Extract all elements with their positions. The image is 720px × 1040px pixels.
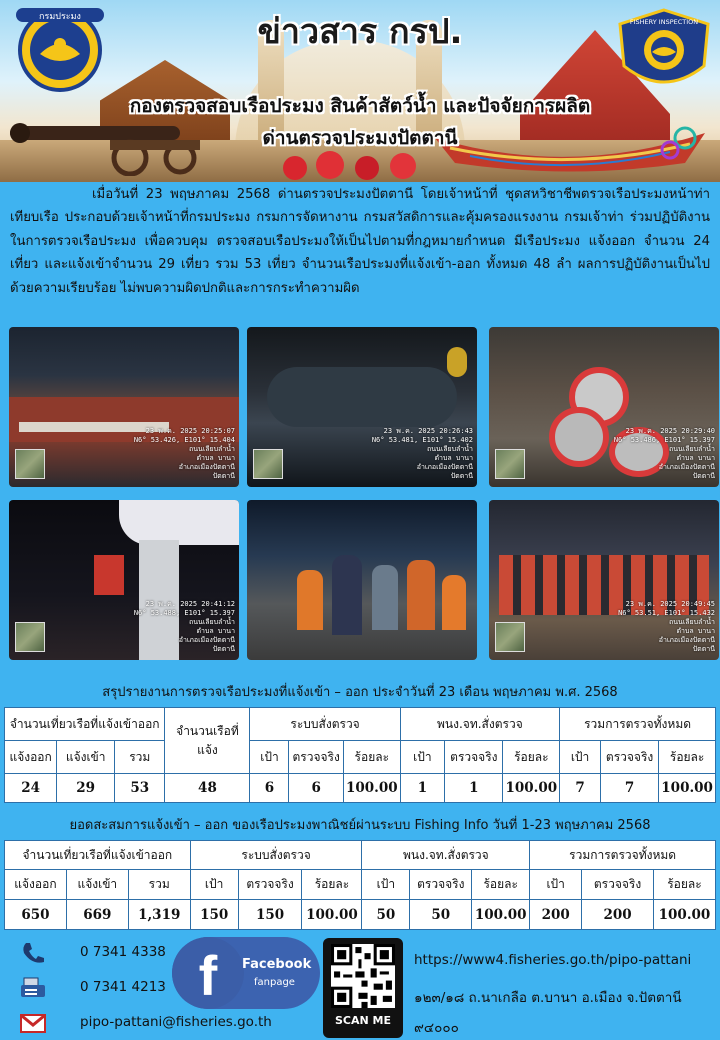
- value-sum: 1,319: [128, 900, 190, 930]
- phone-icon: [20, 941, 46, 965]
- header-banner: [0, 0, 720, 182]
- flowers-decoration: [275, 150, 425, 180]
- subheader-percent: ร้อยละ: [653, 870, 715, 900]
- header-officer-order: พนง.จท.สั่งตรวจ: [400, 708, 560, 741]
- value-in: 29: [57, 774, 115, 803]
- header-trips: จำนวนเที่ยวเรือที่แจ้งเข้าออก: [5, 841, 191, 870]
- location-map-thumbnail: [495, 449, 525, 479]
- value-system-percent: 100.00: [302, 900, 362, 930]
- red-device-shape: [94, 555, 124, 595]
- email-address[interactable]: pipo-pattani@fisheries.go.th: [80, 1014, 272, 1030]
- office-address: ๑๒๓/๑๘ ถ.นาเกลือ ต.บานา อ.เมือง จ.ปัตตานี ๙๔๐๐๐: [414, 990, 682, 1036]
- header-boats: จำนวนเรือที่แจ้ง: [165, 708, 250, 774]
- inspection-photo-6: [489, 500, 719, 660]
- value-system-actual: 6: [289, 774, 344, 803]
- inspection-photo-1: [9, 327, 239, 487]
- person-shape: [332, 555, 362, 635]
- subheader-percent: ร้อยละ: [659, 741, 716, 774]
- fanpage-label: fanpage: [254, 977, 295, 988]
- value-total-target: 200: [530, 900, 582, 930]
- fishing-net-shape: [267, 367, 457, 427]
- cumulative-summary-table: [4, 840, 716, 930]
- qr-code-icon: [331, 944, 395, 1008]
- subheader-percent: ร้อยละ: [343, 741, 400, 774]
- value-total-actual: 200: [582, 900, 654, 930]
- header-trips: จำนวนเที่ยวเรือที่แจ้งเข้าออก: [5, 708, 165, 741]
- value-out: 650: [5, 900, 67, 930]
- subheader-sum: รวม: [128, 870, 190, 900]
- subheader-percent: ร้อยละ: [503, 741, 560, 774]
- inspection-photo-3: [489, 327, 719, 487]
- photo-timestamp: 23 พ.ค. 2025 20:49:45 N6° 53.51, E101° 15.432 ถนนเลียบลำน้ำ ตำบล บานา อำเภอเมืองปัตตานี ปัตตานี: [618, 600, 715, 653]
- subheader-target: เป้า: [250, 741, 289, 774]
- value-total-target: 7: [560, 774, 601, 803]
- equipment-shape: [119, 500, 239, 545]
- location-map-thumbnail: [253, 449, 283, 479]
- subheader-target: เป้า: [530, 870, 582, 900]
- table-row: [5, 774, 716, 803]
- svg-text:FISHERY INSPECTION: FISHERY INSPECTION: [629, 18, 699, 26]
- photo-timestamp: 23 พ.ค. 2025 20:41:12 N6° 53.488, E101° 15.397 ถนนเลียบลำน้ำ ตำบล บานา อำเภอเมืองปัตตานี ปัตตานี: [133, 600, 235, 653]
- phone-number-1[interactable]: 0 7341 4338: [80, 944, 166, 960]
- cumulative-summary-caption: ยอดสะสมการแจ้งเข้า – ออก ของเรือประมงพาณิชย์ผ่านระบบ Fishing Info วันที่ 1-23 พฤษภาคม 2568: [69, 818, 651, 833]
- location-map-thumbnail: [495, 622, 525, 652]
- value-officer-percent: 100.00: [503, 774, 560, 803]
- qr-code-panel[interactable]: [323, 938, 403, 1038]
- location-map-thumbnail: [15, 449, 45, 479]
- subheader-in: แจ้งเข้า: [66, 870, 128, 900]
- subheader-actual: ตรวจจริง: [445, 741, 503, 774]
- value-officer-actual: 1: [445, 774, 503, 803]
- person-shape: [372, 565, 398, 630]
- subheader-actual: ตรวจจริง: [238, 870, 302, 900]
- value-boats: 48: [165, 774, 250, 803]
- value-officer-actual: 50: [410, 900, 472, 930]
- subheader-target: เป้า: [190, 870, 238, 900]
- value-total-actual: 7: [600, 774, 658, 803]
- subheader-sum: รวม: [115, 741, 165, 774]
- subheader-out: แจ้งออก: [5, 870, 67, 900]
- header-officer-order: พนง.จท.สั่งตรวจ: [362, 841, 530, 870]
- checkpoint-name: ด่านตรวจประมงปัตตานี: [262, 127, 458, 149]
- inspection-photo-2: [247, 327, 477, 487]
- phone-number-2[interactable]: 0 7341 4213: [80, 979, 166, 995]
- inspection-photo-5: [247, 500, 477, 660]
- fax-icon: [20, 976, 46, 1000]
- inspection-photo-4: [9, 500, 239, 660]
- value-officer-target: 50: [362, 900, 410, 930]
- value-sum: 53: [115, 774, 165, 803]
- subheader-target: เป้า: [560, 741, 601, 774]
- person-shape: [407, 560, 435, 630]
- value-officer-target: 1: [400, 774, 445, 803]
- division-name: กองตรวจสอบเรือประมง สินค้าสัตว์น้ำ และปัจจัยการผลิต: [129, 95, 591, 117]
- subheader-percent: ร้อยละ: [472, 870, 530, 900]
- header-total-inspection: รวมการตรวจทั้งหมด: [530, 841, 716, 870]
- value-system-percent: 100.00: [343, 774, 400, 803]
- facebook-label: Facebook: [242, 957, 312, 972]
- facebook-icon: f: [172, 937, 244, 1009]
- subheader-target: เป้า: [362, 870, 410, 900]
- subheader-actual: ตรวจจริง: [582, 870, 654, 900]
- value-out: 24: [5, 774, 57, 803]
- value-in: 669: [66, 900, 128, 930]
- website-link[interactable]: https://www4.fisheries.go.th/pipo-pattani: [414, 952, 692, 968]
- facebook-fanpage-link[interactable]: [172, 937, 320, 1009]
- person-shape: [297, 570, 323, 630]
- subheader-actual: ตรวจจริง: [600, 741, 658, 774]
- photo-timestamp: 23 พ.ค. 2025 20:29:40 N6° 53.486, E101° 15.397 ถนนเลียบลำน้ำ ตำบล บานา อำเภอเมืองปัตตานี ปัตตานี: [613, 427, 715, 480]
- subheader-percent: ร้อยละ: [302, 870, 362, 900]
- buoy-shape: [447, 347, 467, 377]
- header-system-order: ระบบสั่งตรวจ: [190, 841, 362, 870]
- subheader-in: แจ้งเข้า: [57, 741, 115, 774]
- value-total-percent: 100.00: [653, 900, 715, 930]
- location-map-thumbnail: [15, 622, 45, 652]
- header-total-inspection: รวมการตรวจทั้งหมด: [560, 708, 716, 741]
- value-system-actual: 150: [238, 900, 302, 930]
- subheader-out: แจ้งออก: [5, 741, 57, 774]
- photo-timestamp: 23 พ.ค. 2025 20:26:43 N6° 53.481, E101° 15.402 ถนนเลียบลำน้ำ ตำบล บานา อำเภอเมืองปัตตานี ปัตตานี: [371, 427, 473, 480]
- subheader-actual: ตรวจจริง: [410, 870, 472, 900]
- scan-me-label: SCAN ME: [334, 1014, 391, 1027]
- value-system-target: 150: [190, 900, 238, 930]
- subheader-target: เป้า: [400, 741, 445, 774]
- value-system-target: 6: [250, 774, 289, 803]
- person-shape: [442, 575, 466, 630]
- newsletter-title: ข่าวสาร กรป.: [257, 12, 463, 52]
- news-paragraph: เมื่อวันที่ 23 พฤษภาคม 2568 ด่านตรวจประมงปัตตานี โดยเจ้าหน้าที่ ชุดสหวิชาชีพตรวจเรือประมงหน้าท่าเทียบเรือ ประกอบด้วยเจ้าหน้าที่กรมประมง กรมการจัดหางาน กรมสวัสดิการและคุ้มครองแรงงาน กรมเจ้าท่า ร่วมปฏิบัติงานในการตรวจเรือประมง เพื่อควบคุม ตรวจสอบเรือประมงให้เป็นไปตามที่กฎหมายกำหนด มีเรือประมง แจ้งออก จำนวน 24 เที่ยว และแจ้งเข้าจำนวน 29 เที่ยว รวม 53 เที่ยว จำนวนเรือประมงที่แจ้งเข้า-ออก ทั้งหมด 48 ลำ ผลการปฏิบัติงานเป็นไปด้วยความเรียบร้อย ไม่พบความผิดปกติและการกระทำความผิด: [10, 187, 710, 296]
- value-officer-percent: 100.00: [472, 900, 530, 930]
- header-system-order: ระบบสั่งตรวจ: [250, 708, 400, 741]
- photo-timestamp: 23 พ.ค. 2025 20:25:07 N6° 53.426, E101° 15.404 ถนนเลียบลำน้ำ ตำบล บานา อำเภอเมืองปัตตานี ปัตตานี: [133, 427, 235, 480]
- value-total-percent: 100.00: [659, 774, 716, 803]
- daily-summary-caption: สรุปรายงานการตรวจเรือประมงที่แจ้งเข้า – ออก ประจำวันที่ 23 เดือน พฤษภาคม พ.ศ. 2568: [102, 685, 618, 700]
- svg-text:กรมประมง: กรมประมง: [39, 12, 81, 22]
- subheader-actual: ตรวจจริง: [289, 741, 344, 774]
- daily-summary-table: [4, 707, 716, 803]
- table-row: [5, 900, 716, 930]
- email-icon: [20, 1012, 46, 1036]
